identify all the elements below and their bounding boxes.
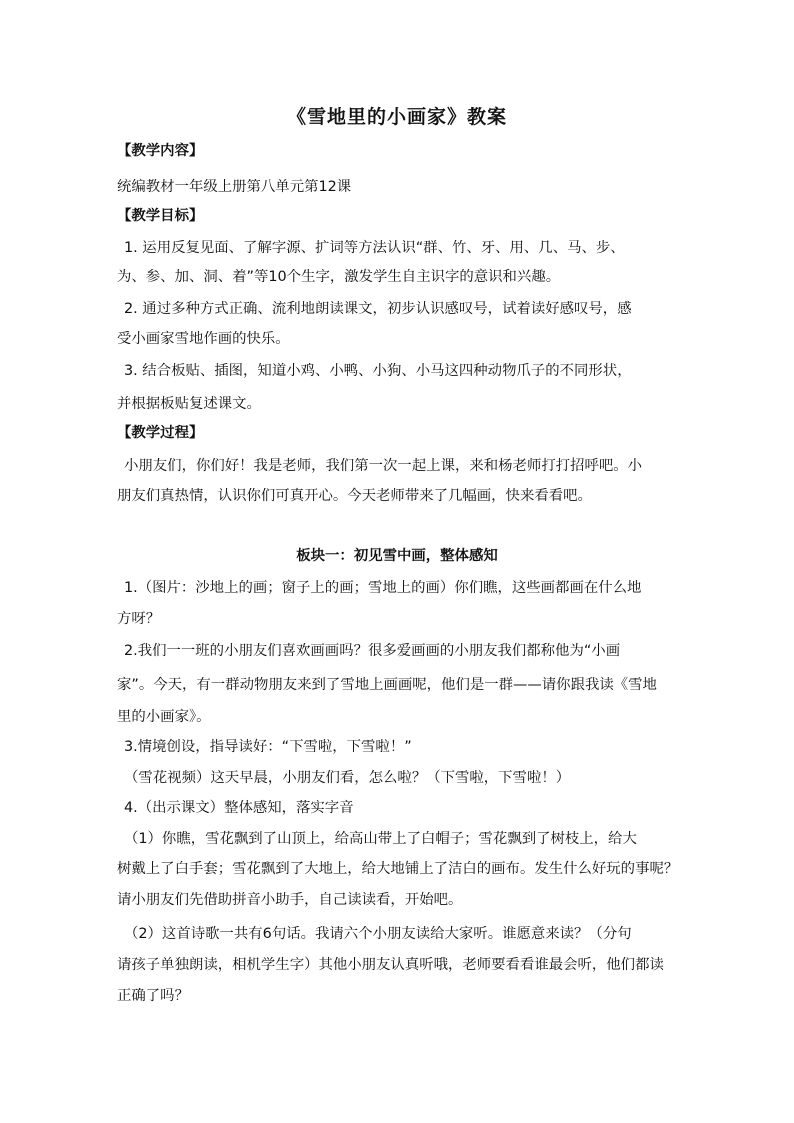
paragraph-4-1-line-2: 树戴上了白手套；雪花飘到了大地上，给大地铺上了洁白的画布。发生什么好玩的事呢？ <box>117 861 679 877</box>
paragraph-4-2-line-3: 正确了吗？ <box>117 988 189 1004</box>
paragraph-1-line-2: 方呀？ <box>117 611 161 627</box>
paragraph-3-sub: （雪花视频）这天早晨，小朋友们看，怎么啦？（下雪啦，下雪啦！） <box>124 770 571 786</box>
intro-line-1: 小朋友们，你们好！我是老师，我们第一次一起上课，来和杨老师打打招呼吧。小 <box>124 458 643 474</box>
paragraph-4: 4.（出示课文）整体感知，落实字音 <box>124 800 354 816</box>
paragraph-2-line-1: 2.我们一一班的小朋友们喜欢画画吗？很多爱画画的小朋友我们都称他为“小画 <box>124 643 621 659</box>
content-text: 统编教材一年级上册第八单元第12课 <box>117 179 352 195</box>
paragraph-1-line-1: 1.（图片：沙地上的画；窗子上的画；雪地上的画）你们瞧，这些画都画在什么地 <box>124 580 642 596</box>
paragraph-4-1-line-3: 请小朋友们先借助拼音小助手，自己读读看，开始吧。 <box>117 892 463 908</box>
document-title: 《雪地里的小画家》教案 <box>286 106 507 128</box>
paragraph-2-line-3: 里的小画家》。 <box>117 709 211 725</box>
goal-2-line-1: 2. 通过多种方式正确、流利地朗读课文，初步认识感叹号，试着读好感叹号，感 <box>124 301 632 317</box>
paragraph-4-2-line-1: （2）这首诗歌一共有6句话。我请六个小朋友读给大家听。谁愿意来读？（分句 <box>124 926 632 942</box>
heading-content: 【教学内容】 <box>117 143 204 159</box>
goal-1-line-2: 为、参、加、洞、着”等10个生字，激发学生自主识字的意识和兴趣。 <box>117 269 561 285</box>
heading-process: 【教学过程】 <box>117 425 204 441</box>
paragraph-2-line-2: 家”。今天，有一群动物朋友来到了雪地上画画呢，他们是一群——请你跟我读《雪地 <box>117 677 657 693</box>
goal-2-line-2: 受小画家雪地作画的快乐。 <box>117 331 290 347</box>
section-heading: 板块一：初见雪中画，整体感知 <box>296 548 498 564</box>
heading-goals: 【教学目标】 <box>117 208 204 224</box>
paragraph-4-1-line-1: （1）你瞧，雪花飘到了山顶上，给高山带上了白帽子；雪花飘到了树枝上，给大 <box>124 831 637 847</box>
paragraph-3: 3.情境创设，指导读好：“下雪啦，下雪啦！” <box>124 739 412 755</box>
goal-3-line-2: 并根据板贴复述课文。 <box>117 396 261 412</box>
goal-1-line-1: 1. 运用反复见面、了解字源、扩词等方法认识“群、竹、牙、用、几、马、步、 <box>124 240 625 256</box>
intro-line-2: 朋友们真热情，认识你们可真开心。今天老师带来了几幅画，快来看看吧。 <box>117 488 592 504</box>
paragraph-4-2-line-2: 请孩子单独朗读，相机学生字）其他小朋友认真听哦，老师要看看谁最会听，他们都读 <box>117 957 664 973</box>
goal-3-line-1: 3. 结合板贴、插图，知道小鸡、小鸭、小狗、小马这四种动物爪子的不同形状， <box>124 363 632 379</box>
